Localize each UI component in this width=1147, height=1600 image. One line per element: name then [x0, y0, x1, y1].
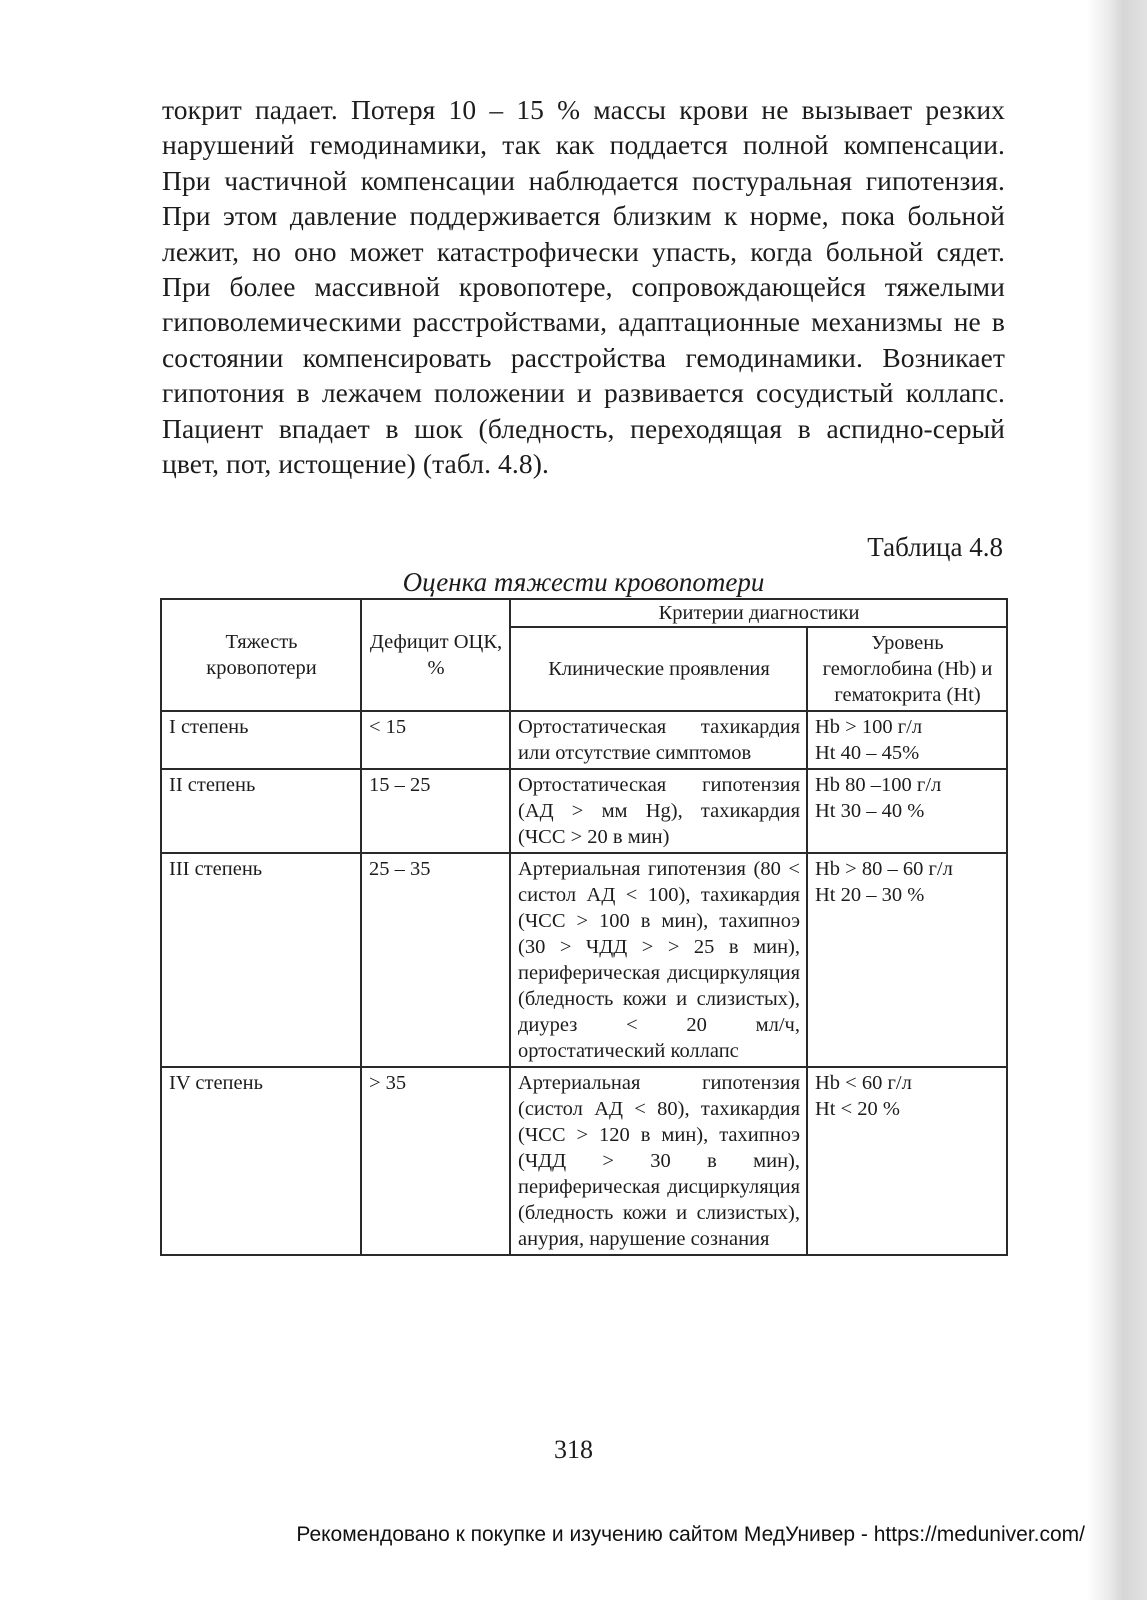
blood-loss-table	[160, 598, 1008, 1256]
footer-recommendation: Рекомендовано к покупке и изучению сайтом МедУнивер - https://meduniver.com/	[296, 1523, 1085, 1546]
deficit-cell: > 35	[361, 1067, 510, 1255]
table-row	[161, 853, 1007, 1067]
header-lab: Уровень гемоглобина (Hb) и гематокрита (Ht)	[807, 627, 1007, 711]
ht-value: Ht 40 – 45%	[815, 742, 920, 764]
ht-value: Ht 20 – 30 %	[815, 884, 925, 906]
lab-cell	[807, 769, 1007, 853]
page-edge-shadow	[1087, 0, 1147, 1600]
clinical-cell: Артериальная гипотензия (систол АД < 80), тахикардия (ЧСС > 120 в мин), тахипноэ (ЧДД > 30 в мин), периферическая дисциркуляция (бледность кожи и слизистых), анурия, нарушение сознания	[510, 1067, 807, 1255]
lab-cell	[807, 711, 1007, 769]
deficit-cell: 25 – 35	[361, 853, 510, 1067]
hb-value: Hb > 80 – 60 г/л	[815, 858, 953, 880]
ht-value: Ht 30 – 40 %	[815, 800, 925, 822]
hb-value: Hb 80 –100 г/л	[815, 774, 942, 796]
lab-cell	[807, 853, 1007, 1067]
table-caption: Таблица 4.8	[867, 532, 1003, 562]
table-title: Оценка тяжести кровопотери	[402, 567, 765, 597]
header-severity: Тяжесть кровопотери	[161, 599, 361, 711]
table-row	[161, 769, 1007, 853]
severity-cell: III степень	[161, 853, 361, 1067]
page-number: 318	[554, 1435, 593, 1464]
ht-value: Ht < 20 %	[815, 1098, 901, 1120]
severity-cell: I степень	[161, 711, 361, 769]
clinical-cell: Артериальная гипотензия (80 < систол АД < 100), тахикардия (ЧСС > 100 в мин), тахипноэ (30 > ЧДД > > 25 в мин), периферическая дисциркуляция (бледность кожи и слизистых), диурез < 20 мл/ч, ортостатический коллапс	[510, 853, 807, 1067]
header-criteria: Критерии диагностики	[510, 599, 1007, 627]
lab-cell	[807, 1067, 1007, 1255]
hb-value: Hb > 100 г/л	[815, 716, 923, 738]
severity-cell: IV степень	[161, 1067, 361, 1255]
table-header-row	[161, 599, 1007, 627]
severity-cell: II степень	[161, 769, 361, 853]
body-paragraph: токрит падает. Потеря 10 – 15 % массы крови не вызывает резких нарушений гемодинамики, так как поддается полной компенсации. При частичной компенсации наблюдается постуральная гипотензия. При этом давление поддерживается близким к норме, пока больной лежит, но оно может катастрофически упасть, когда больной сядет. При более массивной кровопотере, сопровождающейся тяжелыми гиповолемическими расстройствами, адаптационные механизмы не в состоянии компенсировать расстройства гемодинамики. Возникает гипотония в лежачем положении и развивается сосудистый коллапс. Пациент впадает в шок (бледность, переходящая в аспидно-серый цвет, пот, истощение) (табл. 4.8).	[162, 94, 1005, 480]
table-row	[161, 711, 1007, 769]
header-clinical: Клинические проявления	[510, 627, 807, 711]
clinical-cell: Ортостатическая тахикардия или отсутствие симптомов	[510, 711, 807, 769]
table-row	[161, 1067, 1007, 1255]
header-deficit: Дефицит ОЦК, %	[361, 599, 510, 711]
clinical-cell: Ортостатическая гипотензия (АД > мм Hg), тахикардия (ЧСС > 20 в мин)	[510, 769, 807, 853]
deficit-cell: < 15	[361, 711, 510, 769]
hb-value: Hb < 60 г/л	[815, 1072, 912, 1094]
deficit-cell: 15 – 25	[361, 769, 510, 853]
